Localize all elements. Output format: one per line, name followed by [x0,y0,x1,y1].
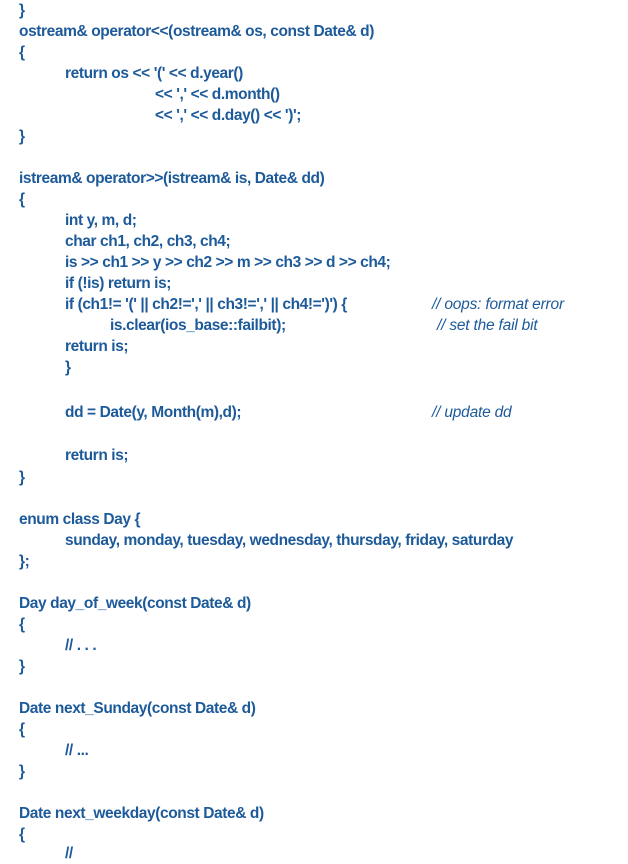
code-comment: // oops: format error [432,296,564,313]
code-line-day-of-week-signature: Day day_of_week(const Date& d) [19,595,251,612]
code-line: { [19,826,25,843]
code-line: { [19,191,25,208]
code-line: { [19,721,25,738]
code-comment: // set the fail bit [437,317,538,334]
code-line-next-weekday-signature: Date next_weekday(const Date& d) [19,805,264,822]
code-line: return is; [65,338,129,355]
code-line: } [65,359,71,376]
code-comment: // update dd [432,404,512,421]
code-line: // [65,845,73,862]
code-line: // ... [65,742,89,759]
code-line-next-sunday-signature: Date next_Sunday(const Date& d) [19,700,256,717]
code-line-ostream-operator-signature: ostream& operator<<(ostream& os, const Date& d) [19,23,375,40]
code-line: } [19,763,25,780]
code-line: dd = Date(y, Month(m),d); [65,404,242,421]
code-line: << ',' << d.month() [155,86,280,103]
code-line: } [19,2,25,19]
code-line: char ch1, ch2, ch3, ch4; [65,233,231,250]
code-line-istream-operator-signature: istream& operator>>(istream& is, Date& dd) [19,170,325,187]
code-line: << ',' << d.day() << ')'; [155,107,302,124]
code-line: { [19,616,25,633]
code-line: return is; [65,447,129,464]
code-line: return os << '(' << d.year() [65,65,243,82]
code-line: // . . . [65,637,97,654]
code-line: int y, m, d; [65,212,137,229]
code-line-enum-day: enum class Day { [19,511,141,528]
code-line: sunday, monday, tuesday, wednesday, thursday, friday, saturday [65,532,514,549]
code-line: } [19,128,25,145]
code-line: is >> ch1 >> y >> ch2 >> m >> ch3 >> d >> ch4; [65,254,391,271]
code-line: }; [19,553,30,570]
code-line: if (ch1!= '(' || ch2!=',' || ch3!=',' || ch4!=')') { [65,296,347,313]
code-line: { [19,44,25,61]
code-line: is.clear(ios_base::failbit); [110,317,286,334]
code-line: } [19,469,25,486]
code-line: } [19,658,25,675]
code-line: if (!is) return is; [65,275,172,292]
